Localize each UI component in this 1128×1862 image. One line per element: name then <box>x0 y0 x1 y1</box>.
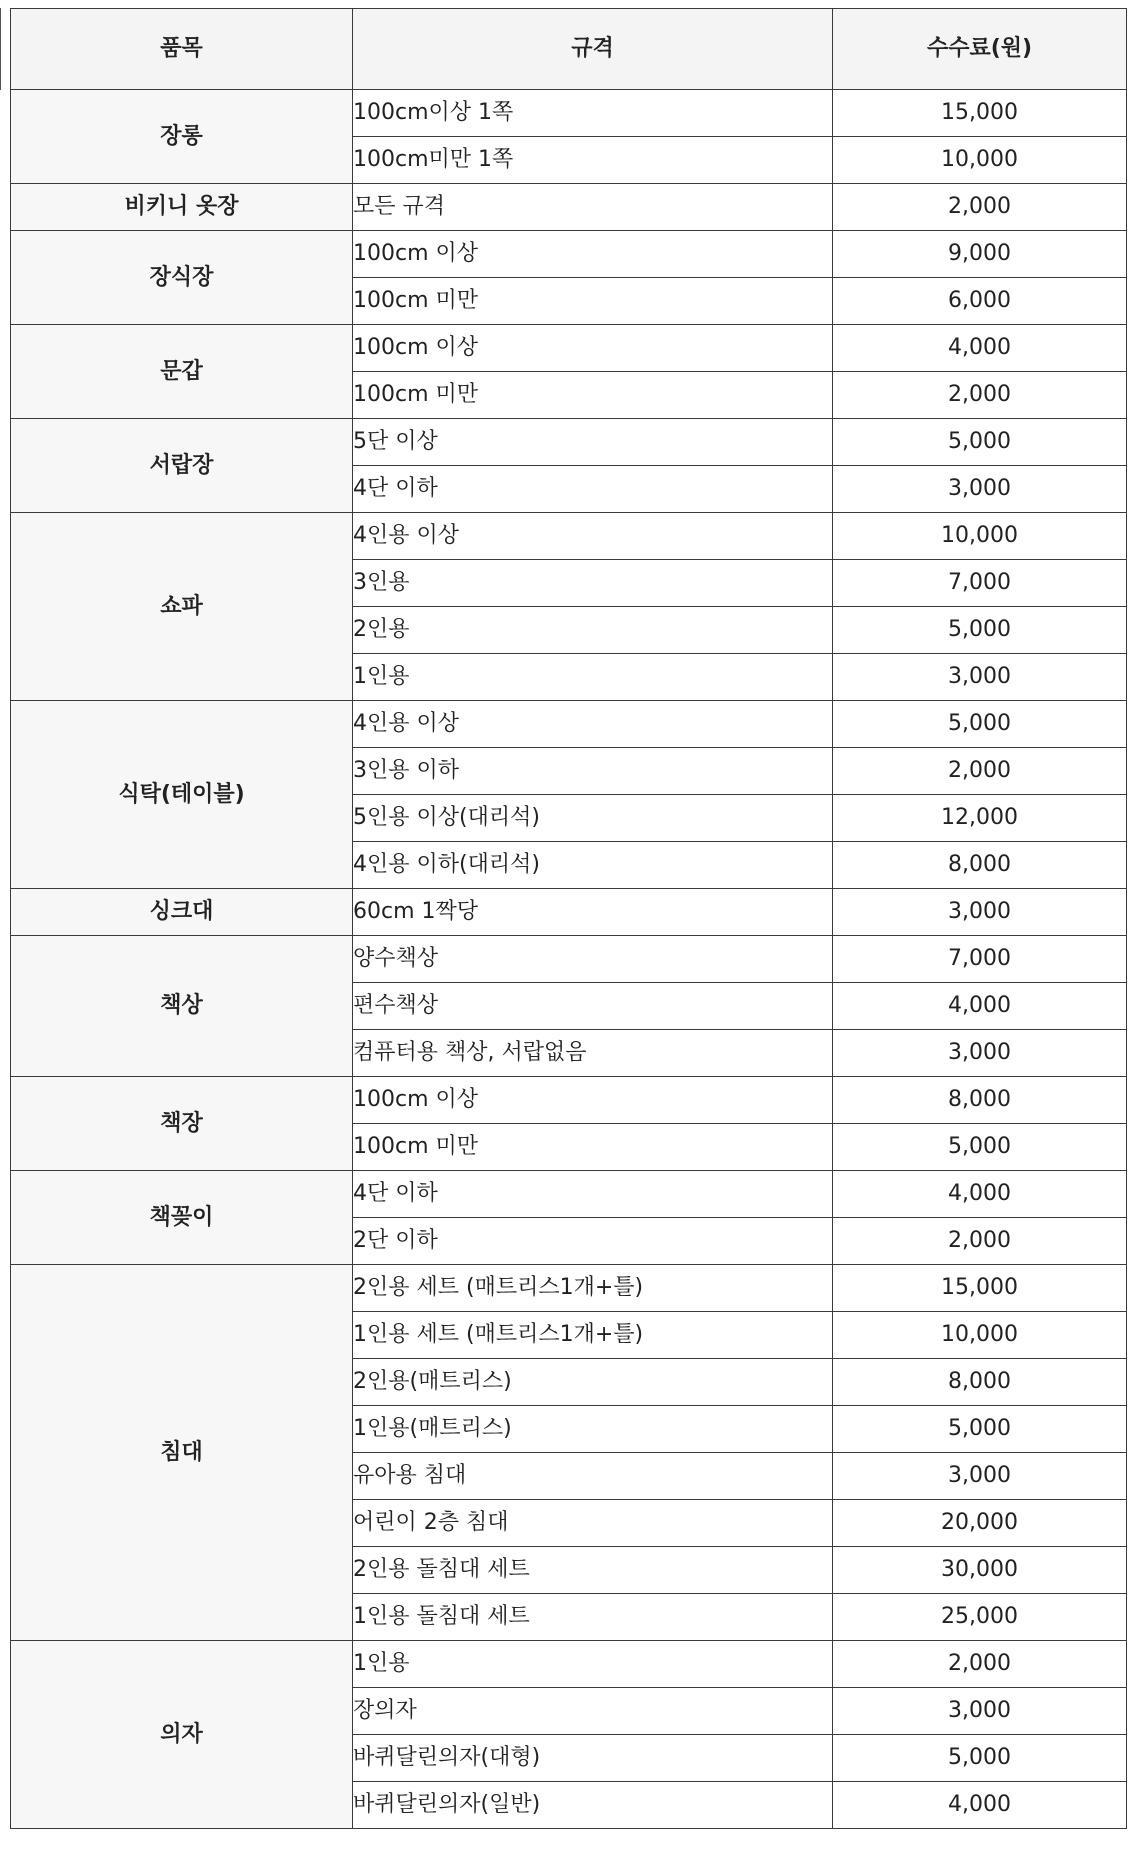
spec-cell: 2단 이하 <box>353 1218 833 1265</box>
fee-cell: 2,000 <box>833 1641 1127 1688</box>
header-fee: 수수료(원) <box>833 9 1127 90</box>
spec-cell: 100cm 미만 <box>353 1124 833 1171</box>
item-name-cell: 의자 <box>11 1641 353 1829</box>
spec-cell: 5인용 이상(대리석) <box>353 795 833 842</box>
table-row <box>11 325 1127 372</box>
spec-cell: 4인용 이상 <box>353 701 833 748</box>
fee-cell: 5,000 <box>833 1406 1127 1453</box>
table-body <box>11 90 1127 1829</box>
table-row <box>11 889 1127 936</box>
spec-cell: 4인용 이하(대리석) <box>353 842 833 889</box>
spec-cell: 2인용 돌침대 세트 <box>353 1547 833 1594</box>
table-row <box>11 701 1127 748</box>
fee-cell: 3,000 <box>833 889 1127 936</box>
spec-cell: 바퀴달린의자(일반) <box>353 1782 833 1829</box>
item-name-cell: 비키니 옷장 <box>11 184 353 231</box>
spec-cell: 3인용 이하 <box>353 748 833 795</box>
spec-cell: 100cm 이상 <box>353 325 833 372</box>
fee-cell: 10,000 <box>833 1312 1127 1359</box>
item-name-cell: 책장 <box>11 1077 353 1171</box>
fee-table <box>10 8 1127 1829</box>
spec-cell: 유아용 침대 <box>353 1453 833 1500</box>
spec-cell: 1인용(매트리스) <box>353 1406 833 1453</box>
spec-cell: 2인용 세트 (매트리스1개+틀) <box>353 1265 833 1312</box>
spec-cell: 100cm이상 1쪽 <box>353 90 833 137</box>
fee-cell: 7,000 <box>833 936 1127 983</box>
spec-cell: 장의자 <box>353 1688 833 1735</box>
item-name-cell: 장식장 <box>11 231 353 325</box>
fee-cell: 8,000 <box>833 1359 1127 1406</box>
spec-cell: 1인용 <box>353 654 833 701</box>
fee-cell: 3,000 <box>833 1453 1127 1500</box>
spec-cell: 바퀴달린의자(대형) <box>353 1735 833 1782</box>
spec-cell: 1인용 <box>353 1641 833 1688</box>
fee-cell: 8,000 <box>833 842 1127 889</box>
spec-cell: 2인용(매트리스) <box>353 1359 833 1406</box>
table-row <box>11 1265 1127 1312</box>
spec-cell: 편수책상 <box>353 983 833 1030</box>
spec-cell: 4단 이하 <box>353 466 833 513</box>
table-row <box>11 90 1127 137</box>
fee-cell: 4,000 <box>833 325 1127 372</box>
item-name-cell: 책꽂이 <box>11 1171 353 1265</box>
spec-cell: 4인용 이상 <box>353 513 833 560</box>
fee-cell: 5,000 <box>833 607 1127 654</box>
spec-cell: 100cm 미만 <box>353 278 833 325</box>
spec-cell: 100cm 미만 <box>353 372 833 419</box>
fee-cell: 5,000 <box>833 701 1127 748</box>
table-row <box>11 513 1127 560</box>
spec-cell: 1인용 돌침대 세트 <box>353 1594 833 1641</box>
fee-cell: 5,000 <box>833 419 1127 466</box>
fee-cell: 3,000 <box>833 1688 1127 1735</box>
fee-cell: 2,000 <box>833 748 1127 795</box>
item-name-cell: 문갑 <box>11 325 353 419</box>
fee-cell: 2,000 <box>833 184 1127 231</box>
table-row <box>11 936 1127 983</box>
fee-cell: 4,000 <box>833 983 1127 1030</box>
spec-cell: 4단 이하 <box>353 1171 833 1218</box>
table-header <box>11 9 1127 90</box>
fee-cell: 15,000 <box>833 1265 1127 1312</box>
fee-cell: 4,000 <box>833 1171 1127 1218</box>
fee-cell: 2,000 <box>833 372 1127 419</box>
fee-cell: 9,000 <box>833 231 1127 278</box>
item-name-cell: 쇼파 <box>11 513 353 701</box>
table-row <box>11 1641 1127 1688</box>
fee-cell: 15,000 <box>833 90 1127 137</box>
item-name-cell: 식탁(테이블) <box>11 701 353 889</box>
table-row <box>11 184 1127 231</box>
table-row <box>11 1171 1127 1218</box>
item-name-cell: 싱크대 <box>11 889 353 936</box>
fee-cell: 10,000 <box>833 137 1127 184</box>
fee-cell: 4,000 <box>833 1782 1127 1829</box>
spec-cell: 100cm 이상 <box>353 1077 833 1124</box>
table-row <box>11 1077 1127 1124</box>
item-name-cell: 장롱 <box>11 90 353 184</box>
spec-cell: 60cm 1짝당 <box>353 889 833 936</box>
fee-cell: 7,000 <box>833 560 1127 607</box>
header-row <box>11 9 1127 90</box>
left-border-rule <box>0 8 1 90</box>
fee-cell: 8,000 <box>833 1077 1127 1124</box>
spec-cell: 컴퓨터용 책상, 서랍없음 <box>353 1030 833 1077</box>
spec-cell: 100cm 이상 <box>353 231 833 278</box>
fee-cell: 3,000 <box>833 1030 1127 1077</box>
fee-cell: 3,000 <box>833 466 1127 513</box>
item-name-cell: 침대 <box>11 1265 353 1641</box>
table-row <box>11 419 1127 466</box>
spec-cell: 5단 이상 <box>353 419 833 466</box>
fee-cell: 2,000 <box>833 1218 1127 1265</box>
table-row <box>11 231 1127 278</box>
spec-cell: 3인용 <box>353 560 833 607</box>
item-name-cell: 책상 <box>11 936 353 1077</box>
spec-cell: 1인용 세트 (매트리스1개+틀) <box>353 1312 833 1359</box>
spec-cell: 2인용 <box>353 607 833 654</box>
header-spec: 규격 <box>353 9 833 90</box>
fee-cell: 20,000 <box>833 1500 1127 1547</box>
fee-cell: 6,000 <box>833 278 1127 325</box>
fee-cell: 5,000 <box>833 1124 1127 1171</box>
fee-cell: 5,000 <box>833 1735 1127 1782</box>
header-item: 품목 <box>11 9 353 90</box>
fee-cell: 3,000 <box>833 654 1127 701</box>
fee-cell: 30,000 <box>833 1547 1127 1594</box>
fee-cell: 10,000 <box>833 513 1127 560</box>
spec-cell: 모든 규격 <box>353 184 833 231</box>
item-name-cell: 서랍장 <box>11 419 353 513</box>
spec-cell: 어린이 2층 침대 <box>353 1500 833 1547</box>
fee-cell: 25,000 <box>833 1594 1127 1641</box>
spec-cell: 100cm미만 1쪽 <box>353 137 833 184</box>
fee-cell: 12,000 <box>833 795 1127 842</box>
spec-cell: 양수책상 <box>353 936 833 983</box>
